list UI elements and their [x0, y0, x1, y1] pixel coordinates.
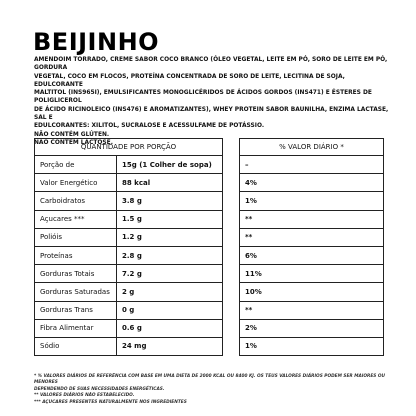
nutrient-value: 2.8 g	[117, 246, 223, 264]
nutrient-value: 7.2 g	[117, 265, 223, 283]
footnote: * % VALORES DIÁRIOS DE REFERÊNCIA COM BASE EM UMA DIETA DE 2000 KCAL OU 8400 KJ. OS TEUS VALORES DIÁRIOS PODEM SER MAIORES OU MENORES	[34, 374, 386, 386]
nutrient-label: Proteínas	[35, 246, 117, 264]
ingredients-list	[34, 56, 390, 147]
table-row	[35, 265, 384, 283]
column-gap	[223, 319, 240, 337]
nutrient-label: Polióis	[35, 228, 117, 246]
nutrition-table	[34, 138, 384, 356]
table-row	[35, 246, 384, 264]
nutrient-value: 3.8 g	[117, 192, 223, 210]
nutrient-daily-value: 1%	[240, 192, 384, 210]
nutrient-value: 1.2 g	[117, 228, 223, 246]
nutrient-label: Fibra Alimentar	[35, 319, 117, 337]
nutrient-value: 15g (1 Colher de sopa)	[117, 156, 223, 174]
column-gap	[223, 337, 240, 355]
table-row	[35, 283, 384, 301]
nutrient-daily-value: 4%	[240, 174, 384, 192]
nutrient-label: Gorduras Totais	[35, 265, 117, 283]
nutrient-value: 24 mg	[117, 337, 223, 355]
nutrient-daily-value: **	[240, 210, 384, 228]
ingredients-line: EDULCORANTES: XILITOL, SUCRALOSE E ACESSULFAME DE POTÁSSIO.	[34, 123, 265, 130]
nutrient-label: Carboidratos	[35, 192, 117, 210]
table-row	[35, 228, 384, 246]
nutrient-label: Açucares ***	[35, 210, 117, 228]
ingredients-line: DE ÁCIDO RICINOLEICO (INS476) E AROMATIZANTES), WHEY PROTEIN SABOR BAUNILHA, ENZIMA LACTASE, SAL E	[34, 106, 389, 122]
column-gap	[223, 156, 240, 174]
nutrient-daily-value: 10%	[240, 283, 384, 301]
nutrient-daily-value: 6%	[240, 246, 384, 264]
nutrient-label: Porção de	[35, 156, 117, 174]
table-row	[35, 337, 384, 355]
header-daily-value: % VALOR DIÁRIO *	[240, 139, 384, 156]
column-gap	[223, 265, 240, 283]
nutrient-daily-value: **	[240, 301, 384, 319]
lactose-warning: NÃO CONTÉM LACTOSE.	[34, 139, 113, 146]
nutrient-daily-value: **	[240, 228, 384, 246]
gluten-warning: NÃO CONTÉM GLÚTEN.	[34, 131, 110, 138]
nutrient-daily-value: 11%	[240, 265, 384, 283]
nutrient-daily-value: –	[240, 156, 384, 174]
footnotes	[34, 374, 394, 406]
nutrient-value: 2 g	[117, 283, 223, 301]
table-row	[35, 174, 384, 192]
table-row	[35, 301, 384, 319]
header-portion: QUANTIDADE POR PORÇÃO	[35, 139, 223, 156]
column-gap	[223, 174, 240, 192]
column-gap	[223, 192, 240, 210]
table-row	[35, 210, 384, 228]
column-gap	[223, 228, 240, 246]
nutrient-value: 0 g	[117, 301, 223, 319]
nutrient-label: Valor Energético	[35, 174, 117, 192]
ingredients-line: MALTITOL (INS965I), EMULSIFICANTES MONOGLICÉRIDOS DE ÁCIDOS GORDOS (INS471) E ÉSTERES DE POLIGLICEROL	[34, 90, 372, 105]
product-title: BEIJINHO	[33, 28, 160, 56]
nutrient-value: 1.5 g	[117, 210, 223, 228]
ingredients-line: AMENDOIM TORRADO, CREME SABOR COCO BRANCO (ÓLEO VEGETAL, LEITE EM PÓ, SORO DE LEITE EM PÓ, GORDURA	[34, 57, 388, 72]
footnote: ** VALORES DIÁRIOS NÃO ESTABELECIDO.	[34, 393, 135, 399]
footnote: *** AÇUCARES PRESENTES NATURALMENTE NOS INGREDIENTES	[34, 399, 187, 405]
nutrient-value: 88 kcal	[117, 174, 223, 192]
nutrient-daily-value: 1%	[240, 337, 384, 355]
column-gap	[223, 246, 240, 264]
table-row	[35, 319, 384, 337]
nutrient-label: Gorduras Saturadas	[35, 283, 117, 301]
nutrient-value: 0.6 g	[117, 319, 223, 337]
column-gap	[223, 301, 240, 319]
footnote: DEPENDENDO DE SUAS NECESSIDADES ENERGÉTICAS.	[34, 386, 165, 392]
ingredients-line: VEGETAL, COCO EM FLOCOS, PROTEÍNA CONCENTRADA DE SORO DE LEITE, LECITINA DE SOJA, EDULCORANTE	[34, 73, 345, 88]
nutrient-label: Gorduras Trans	[35, 301, 117, 319]
table-row	[35, 156, 384, 174]
table-header-row	[35, 139, 384, 156]
nutrient-label: Sódio	[35, 337, 117, 355]
column-gap	[223, 283, 240, 301]
nutrient-daily-value: 2%	[240, 319, 384, 337]
table-row	[35, 192, 384, 210]
column-gap	[223, 210, 240, 228]
